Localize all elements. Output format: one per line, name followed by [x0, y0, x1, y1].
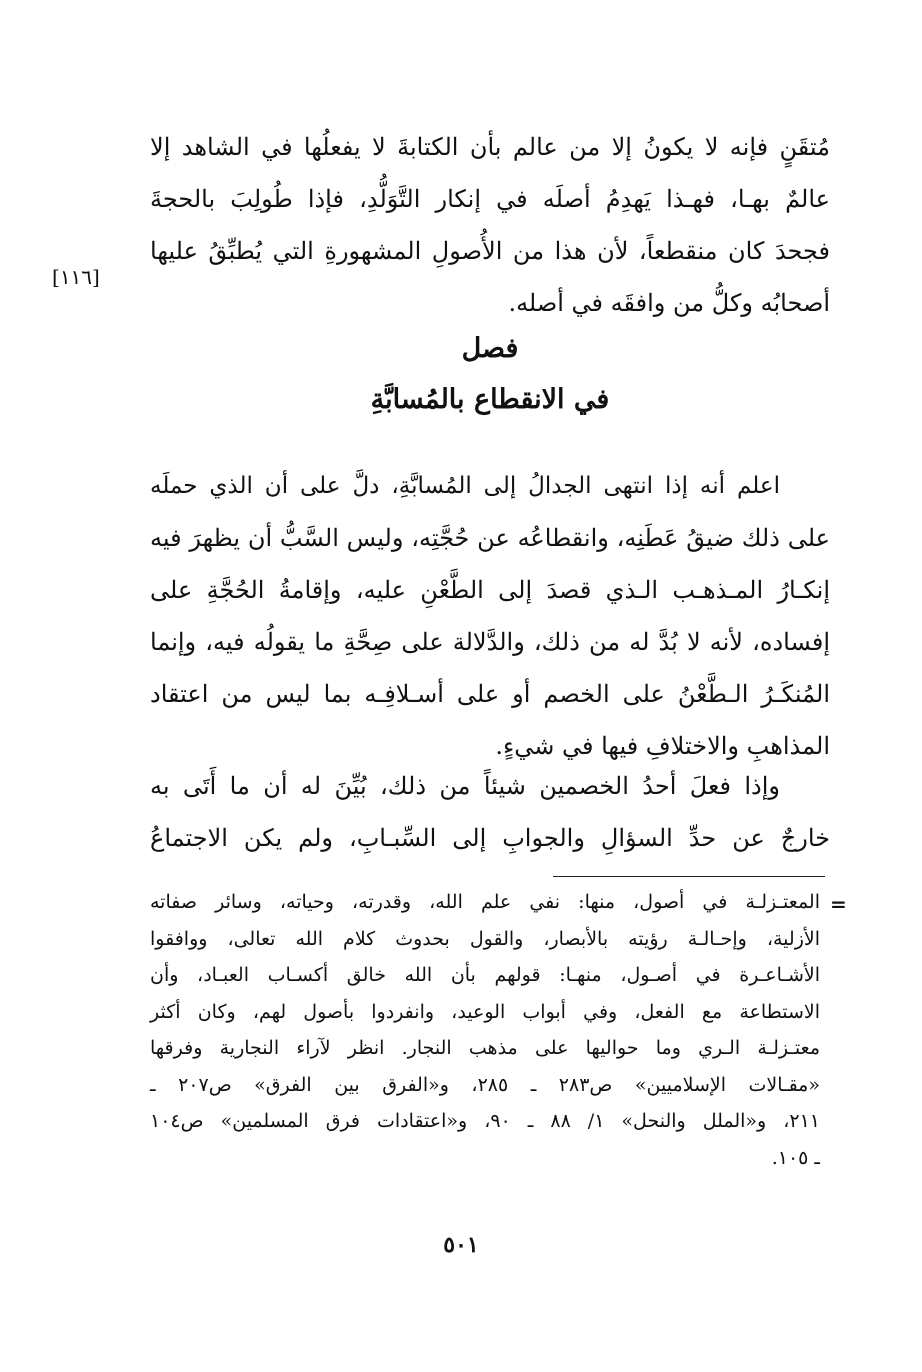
text-line: أصحابُه وكلُّ من وافقَه في أصله. [508, 289, 830, 317]
text-line: فجحدَ كان منقطعاً، لأن هذا من الأُصولِ المشهورةِ التي يُطبِّقُ عليها [150, 237, 830, 265]
section-title: في الانقطاع بالمُسابَّةِ [370, 384, 610, 415]
text-line: عالمٌ بهـا، فهـذا يَهدِمُ أصلَه في إنكار التَّوَلُّدِ، فإذا طُولِبَ بالحجةَ [150, 185, 830, 213]
paragraph-1 [150, 460, 830, 772]
footnote-line: «مقـالات الإسلاميين» ص٢٨٣ ـ ٢٨٥، و«الفرق بين الفرق» ص٢٠٧ ـ [150, 1073, 820, 1096]
text-line: إفساده، لأنه لا بُدَّ له من ذلك، والدَّلالة على صِحَّةِ ما يقولُه فيه، وإنما [150, 628, 830, 656]
footnote-line: المعتـزلـة في أصول، منها: نفي علم الله، وقدرته، وحياته، وسائر صفاته [150, 891, 820, 913]
text-line: مُتقَنٍ فإنه لا يكونُ إلا من عالم بأن الكتابةَ لا يفعلُها في الشاهد إلا [150, 133, 830, 161]
footnote-line: ٢١١، و«الملل والنحل» ١/ ٨٨ ـ ٩٠، و«اعتقادات فرق المسلمين» ص١٠٤ [150, 1110, 820, 1132]
page-number: ٥٠١ [443, 1232, 479, 1258]
section-heading: فصل [461, 333, 519, 364]
text-line: وإذا فعلَ أحدُ الخصمين شيئاً من ذلك، بُيِّنَ له أن ما أَتَى به [150, 772, 780, 800]
text-line: إنكـارُ المـذهـب الـذي قصدَ إلى الطَّعْنِ عليه، وإقامةُ الحُجَّةِ على [150, 576, 830, 604]
margin-reference: [١١٦] [52, 265, 100, 289]
footnote-line: ـ ١٠٥. [771, 1146, 820, 1169]
text-line: المُنكَـرُ الـطَّعْنُ على الخصم أو على أسـلافِـه بما ليس من اعتقاد [150, 680, 830, 708]
footnote-continuation-mark: = [830, 892, 847, 916]
intro-paragraph [150, 121, 830, 329]
footnote-divider [553, 876, 825, 877]
footnote-line: الأزلية، وإحـالـة رؤيته بالأبصار، والقول بحدوث كلام الله تعالى، ووافقوا [150, 927, 820, 950]
text-line: اعلم أنه إذا انتهى الجدالُ إلى المُسابَّةِ، دلَّ على أن الذي حملَه [150, 473, 780, 499]
footnote [150, 884, 820, 1176]
text-line: على ذلك ضيقُ عَطَنِه، وانقطاعُه عن حُجَّتِه، وليس السَّبُّ أن يظهرَ فيه [150, 524, 830, 552]
paragraph-2 [150, 760, 830, 864]
footnote-line: معتـزلـة الـري وما حواليها على مذهب النجار. انظر لآراء النجارية وفرقها [150, 1037, 820, 1059]
footnote-line: الاستطاعة مع الفعل، وفي أبواب الوعيد، وانفردوا بأصول لهم، وكان أكثر [150, 1000, 820, 1023]
footnote-line: الأشـاعـرة في أصـول، منهـا: قولهم بأن الله خالق أكسـاب العبـاد، وأن [150, 964, 820, 986]
text-line: المذاهبِ والاختلافِ فيها في شيءٍ. [495, 732, 830, 760]
text-line: خارجٌ عن حدِّ السؤالِ والجوابِ إلى السِّبـابِ، ولم يكن الاجتماعُ [150, 824, 830, 852]
